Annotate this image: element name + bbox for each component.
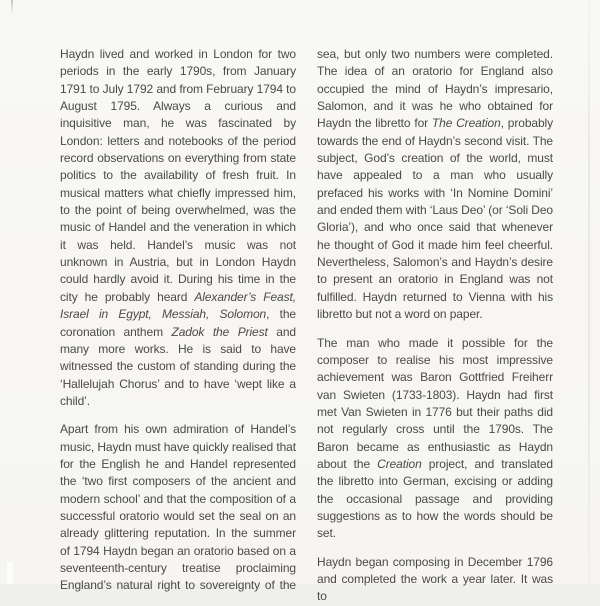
text-columns [60, 46, 553, 606]
text-segment: Haydn began composing in December 1796 and completed the work a year later. It was to [317, 554, 553, 604]
text-segment: The man who made it possible for the composer to realise his most impressive achievement was Baron Gottfried Freiherr van Swieten (1733-1803). Haydn had first met Van Swieten in 1776 but their paths did not regularly cross until the 1790s. The Baron became as enthusiastic as Haydn about the [317, 335, 553, 471]
text-segment: project, and translated the libretto into German, excising or adding the occasional passage and providing suggestions as to how the words should be set. [317, 456, 553, 541]
text-segment: , probably towards the end of Haydn’s second visit. The subject, God’s creation of the world, must have appealed to a man who usually prefaced his works with ‘In Nomine Domini’ and ended them with ‘Laus Deo’ (or ‘Soli Deo Gloria’), and who once said that whenever he thought of God it made him feel cheerful. Nevertheless, Salomon’s and Haydn’s desire to present an oratorio in England was not fulfilled. Haydn returned to Vienna with his libretto but not a word on paper. [317, 116, 554, 322]
text-segment: Apart from his own admiration of Handel’s music, Haydn must have quickly realised that for the English he and Handel represented the ‘two first composers of the ancient and modern school’ and that the composition of a successful oratorio would set the seal on an already glittering reputation. In the summer of 1794 Haydn began an oratorio based on a seventeenth-century treatise proclaiming England’s natural right to sovereignty of the [60, 422, 296, 593]
italic-work-title: The Creation [431, 116, 501, 131]
text-segment: sea, but only two numbers were completed. The idea of an oratorio for England also occupied the mind of Haydn’s impresario, Salomon, and it was he who obtained for Haydn the libretto for [317, 47, 553, 131]
text-column-left [60, 46, 296, 606]
scan-artifact-bottom-left [7, 562, 13, 584]
scan-artifact-top-left [11, 0, 13, 15]
paragraph [317, 554, 553, 606]
italic-work-title: Creation [377, 456, 422, 471]
text-column-right [317, 46, 553, 606]
paragraph [317, 46, 553, 324]
paragraph [317, 335, 553, 543]
text-segment: Haydn lived and worked in London for two periods in the early 1790s, from January 1791 to July 1792 and from February 1794 to August 1795. Always a curious and inquisitive man, he was fascinated by London: letters and notebooks of the period record observations on everything from state politics to the availability of fresh fruit. In musical matters what chiefly impressed him, to the point of being overwhelmed, was the music of Handel and the veneration in which it was held. Handel’s music was not unknown in Austria, but in London Haydn could hardly avoid it. During his time in the city he probably heard [60, 47, 296, 304]
text-segment: and many more works. He is said to have witnessed the custom of standing during the ‘Hallelujah Chorus’ and to have ‘wept like a child’. [60, 324, 296, 408]
text-segment: , the coronation anthem [60, 307, 296, 339]
italic-work-title: Zadok the Priest [171, 324, 268, 339]
paragraph [60, 421, 296, 594]
paragraph [60, 46, 296, 410]
italic-work-title: Alexander’s Feast, Israel in Egypt, Messiah, Solomon [60, 289, 297, 322]
scan-artifact-right-edge [588, 0, 590, 584]
